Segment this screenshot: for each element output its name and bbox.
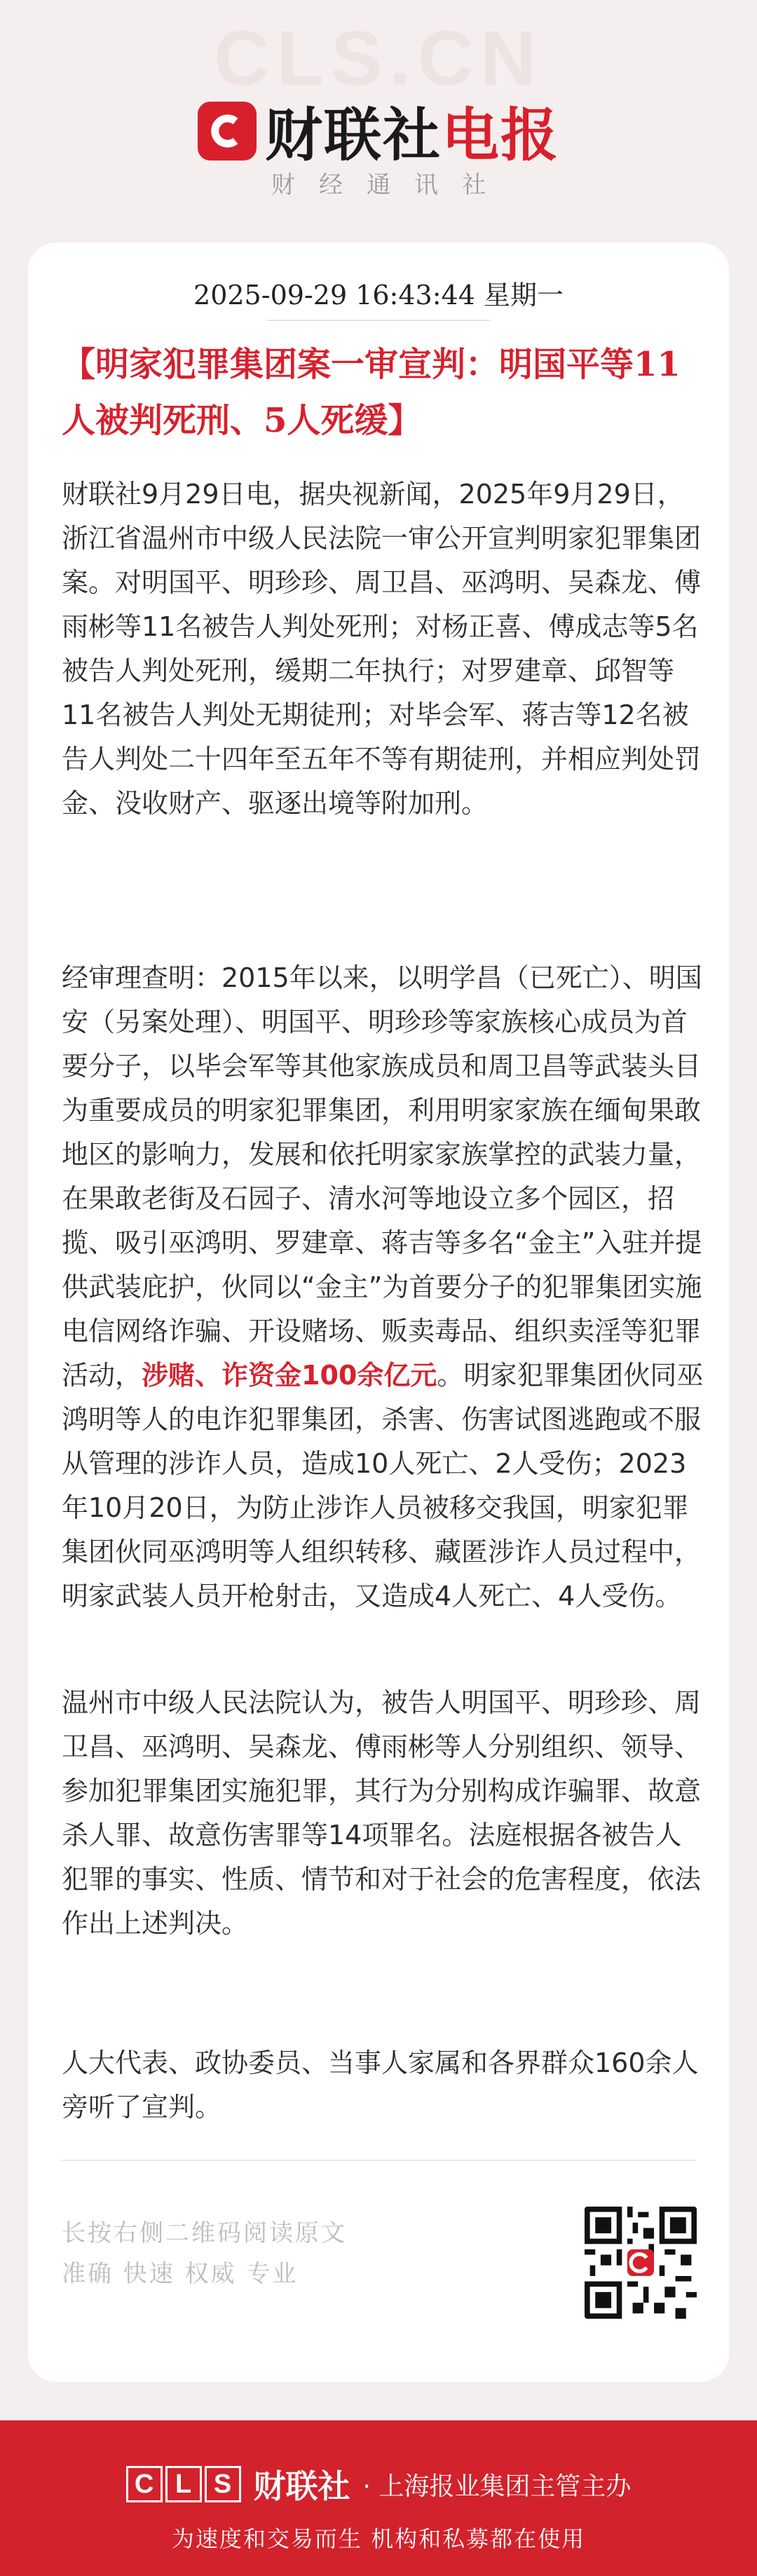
banner-brand: 财联社 <box>253 2467 350 2505</box>
footer-banner <box>0 2420 757 2576</box>
banner-row <box>0 2461 757 2507</box>
brand-values: 准确 快速 权威 专业 <box>62 2260 299 2288</box>
cls-logo <box>126 2466 241 2502</box>
c-logo-icon <box>198 102 257 161</box>
banner-sub: · 上海报业集团主管主办 <box>362 2472 632 2501</box>
watermark: CLS.CN <box>214 15 543 102</box>
paragraph-2-highlight: 涉赌、诈资金100余亿元 <box>142 1360 437 1391</box>
paragraph-3: 温州市中级人民法院认为，被告人明国平、明珍珍、周卫昌、巫鸿明、吴森龙、傅雨彬等人分别组织、领导、参加犯罪集团实施犯罪，其行为分别构成诈骗罪、故意杀人罪、故意伤害罪等14项罪名。法庭根据各被告人犯罪的事实、性质、情节和对于社会的危害程度，依法作出上述判决。 <box>62 1687 702 1939</box>
paragraph-1: 财联社9月29日电，据央视新闻，2025年9月29日，浙江省温州市中级人民法院一审公开宣判明家犯罪集团案。对明国平、明珍珍、周卫昌、巫鸿明、吴森龙、傅雨彬等11名被告人判处死刑；对杨正喜、傅成志等5名被告人判处死刑，缓期二年执行；对罗建章、邱智等11名被告人判处无期徒刑；对毕会军、蒋吉等12名被告人判处二十四年至五年不等有期徒刑，并相应判处罚金、没收财产、驱逐出境等附加刑。 <box>62 479 702 819</box>
tagline: 财经通讯社 <box>271 171 510 199</box>
brand-name <box>265 90 559 172</box>
banner-slogan: 为速度和交易而生 机构和私募都在使用 <box>171 2526 586 2552</box>
paragraph-2-text-cont: 。明家犯罪集团伙同巫鸿明等人的电诈犯罪集团，杀害、伤害试图逃跑或不服从管理的涉诈人员，造成10人死亡、2人受伤；2023年10月20日，为防止涉诈人员被移交我国，明家犯罪集团伙同巫鸿明等人组织转移、藏匿涉诈人员过程中，明家武装人员开枪射击，又造成4人死亡、4人受伤。 <box>62 1360 704 1611</box>
article-datetime: 2025-09-29 16:43:44 星期一 <box>193 280 564 311</box>
qr-code-icon[interactable] <box>585 2207 697 2319</box>
article-title: 【明家犯罪集团案一审宣判：明国平等11人被判死刑、5人死缓】 <box>62 345 681 440</box>
cls-letter: L <box>165 2466 202 2502</box>
paragraph-4: 人大代表、政协委员、当事人家属和各界群众160余人旁听了宣判。 <box>62 2047 699 2122</box>
brand-prefix: 财联社 <box>264 102 442 169</box>
datetime-divider <box>266 320 491 321</box>
card-divider <box>62 2160 695 2161</box>
qr-hint: 长按右侧二维码阅读原文 <box>62 2219 347 2247</box>
paragraph-2 <box>62 956 707 1618</box>
cls-letter: S <box>205 2466 241 2502</box>
brand-suffix: 电报 <box>442 102 560 169</box>
paragraph-2-text: 经审理查明：2015年以来，以明学昌（已死亡）、明国安（另案处理）、明国平、明珍珍等家族核心成员为首要分子，以毕会军等其他家族成员和周卫昌等武装头目为重要成员的明家犯罪集团，利用明家家族在缅甸果敢地区的影响力，发展和依托明家家族掌控的武装力量，在果敢老街及石园子、清水河等地设立多个园区，招揽、吸引巫鸿明、罗建章、蒋吉等多名“金主”入驻并提供武装庇护，伙同以“金主”为首要分子的犯罪集团实施电信网络诈骗、开设赌场、贩卖毒品、组织卖淫等犯罪活动， <box>62 962 702 1391</box>
brand-header <box>0 90 757 172</box>
article-card <box>28 243 729 2382</box>
cls-letter: C <box>126 2466 163 2502</box>
